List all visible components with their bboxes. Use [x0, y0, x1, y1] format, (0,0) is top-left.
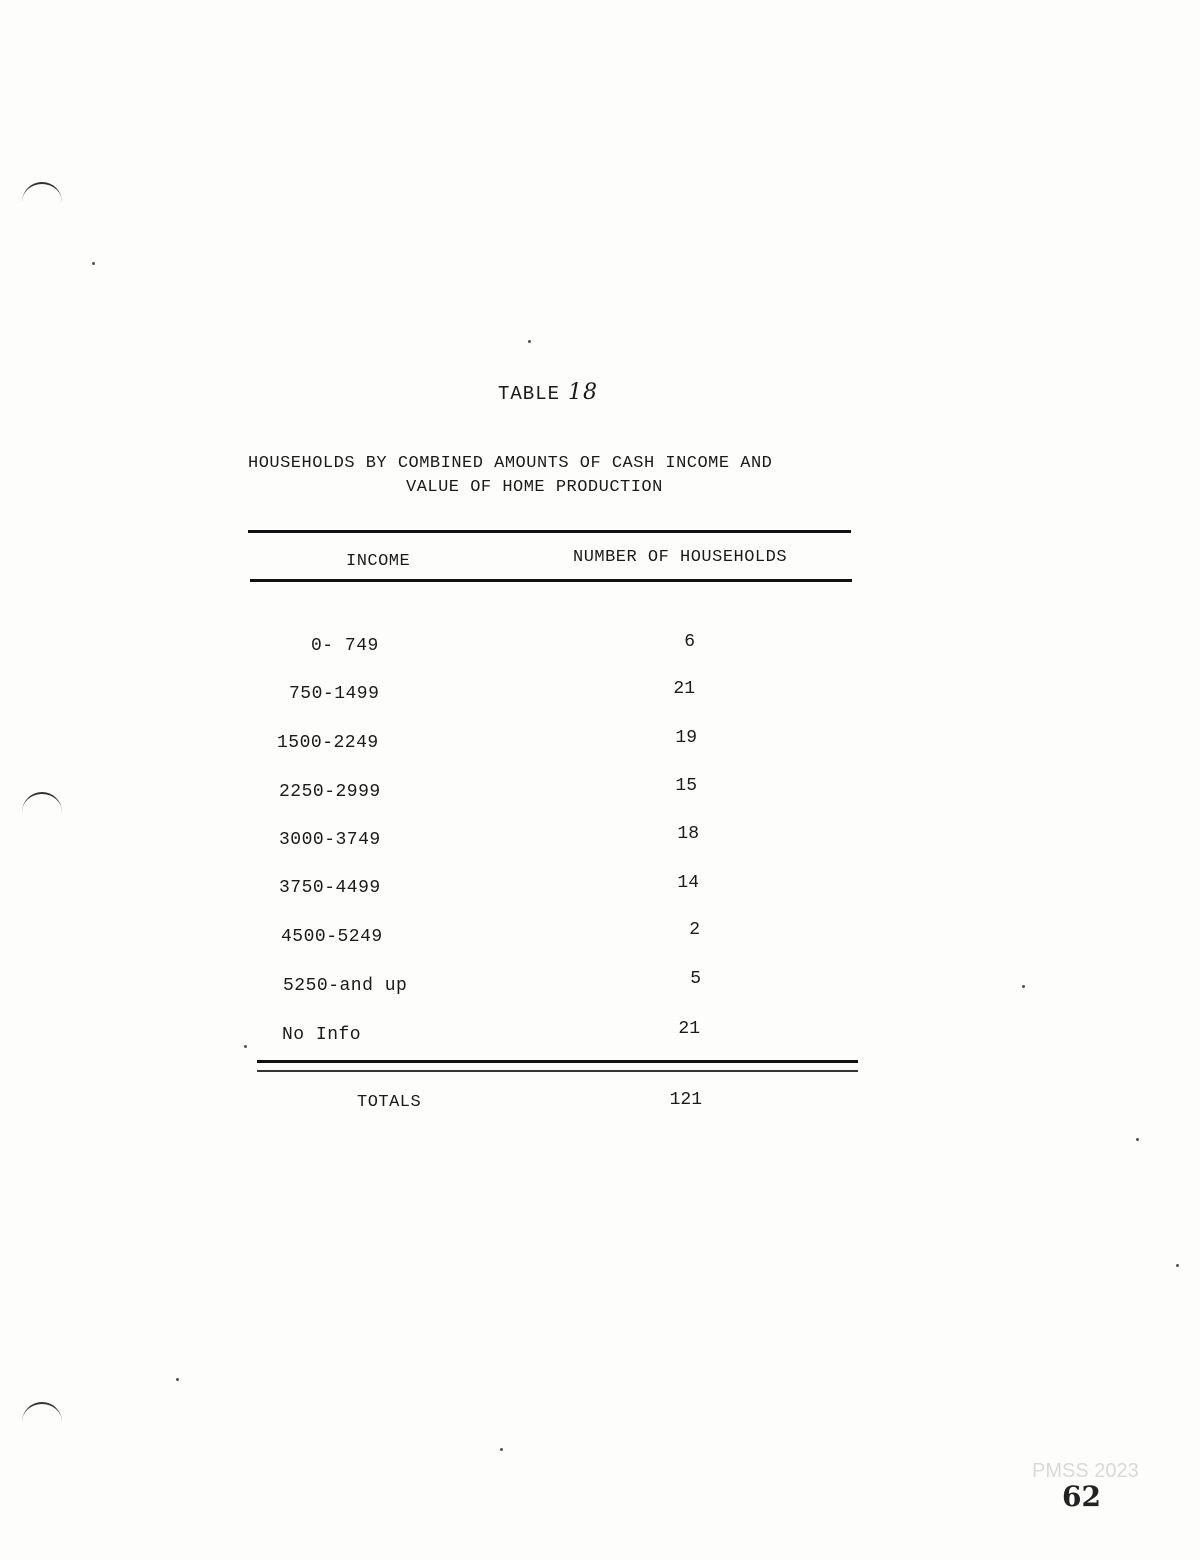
- table-title: [498, 380, 598, 405]
- households-cell: 19: [675, 728, 697, 748]
- income-cell: 3000-3749: [279, 830, 381, 850]
- header-top-rule: [248, 530, 851, 533]
- totals-rule-lower: [257, 1070, 858, 1072]
- income-cell: 1500-2249: [277, 733, 379, 753]
- caption-line-1: HOUSEHOLDS BY COMBINED AMOUNTS OF CASH INCOME AND: [248, 454, 773, 473]
- binder-hole-mark: [22, 792, 62, 816]
- totals-label: TOTALS: [357, 1093, 422, 1112]
- page-number: 62: [1062, 1480, 1101, 1513]
- scan-speck: [1022, 985, 1025, 988]
- households-cell: 15: [675, 776, 697, 796]
- households-cell: 21: [673, 679, 695, 699]
- households-cell: 18: [677, 824, 699, 844]
- scan-speck: [92, 262, 95, 265]
- income-cell: 750-1499: [289, 684, 380, 704]
- income-cell: 0- 749: [311, 636, 379, 656]
- scan-speck: [528, 340, 531, 343]
- column-header-income: INCOME: [346, 552, 411, 571]
- households-cell: 5: [690, 969, 701, 989]
- households-cell: 14: [677, 873, 699, 893]
- scan-speck: [176, 1378, 179, 1381]
- income-cell: No Info: [282, 1025, 362, 1045]
- scan-speck: [1136, 1138, 1139, 1141]
- households-cell: 6: [684, 632, 695, 652]
- income-cell: 4500-5249: [281, 927, 383, 947]
- binder-hole-mark: [22, 1402, 62, 1426]
- table-number: 18: [568, 380, 599, 405]
- income-cell: 2250-2999: [279, 782, 381, 802]
- watermark: PMSS 2023: [1032, 1460, 1139, 1482]
- table-caption: [248, 452, 848, 500]
- totals-value: 121: [669, 1090, 702, 1110]
- scan-speck: [244, 1045, 247, 1048]
- table-label: TABLE: [498, 383, 561, 405]
- households-cell: 2: [689, 920, 700, 940]
- scan-speck: [1176, 1264, 1179, 1267]
- households-cell: 21: [678, 1019, 700, 1039]
- income-cell: 3750-4499: [279, 878, 381, 898]
- caption-line-2: VALUE OF HOME PRODUCTION: [406, 478, 663, 497]
- income-cell: 5250-and up: [283, 976, 408, 996]
- header-bottom-rule: [250, 579, 852, 582]
- binder-hole-mark: [22, 182, 62, 206]
- column-header-households: NUMBER OF HOUSEHOLDS: [573, 548, 788, 567]
- totals-rule: [257, 1060, 858, 1063]
- scan-speck: [500, 1448, 503, 1451]
